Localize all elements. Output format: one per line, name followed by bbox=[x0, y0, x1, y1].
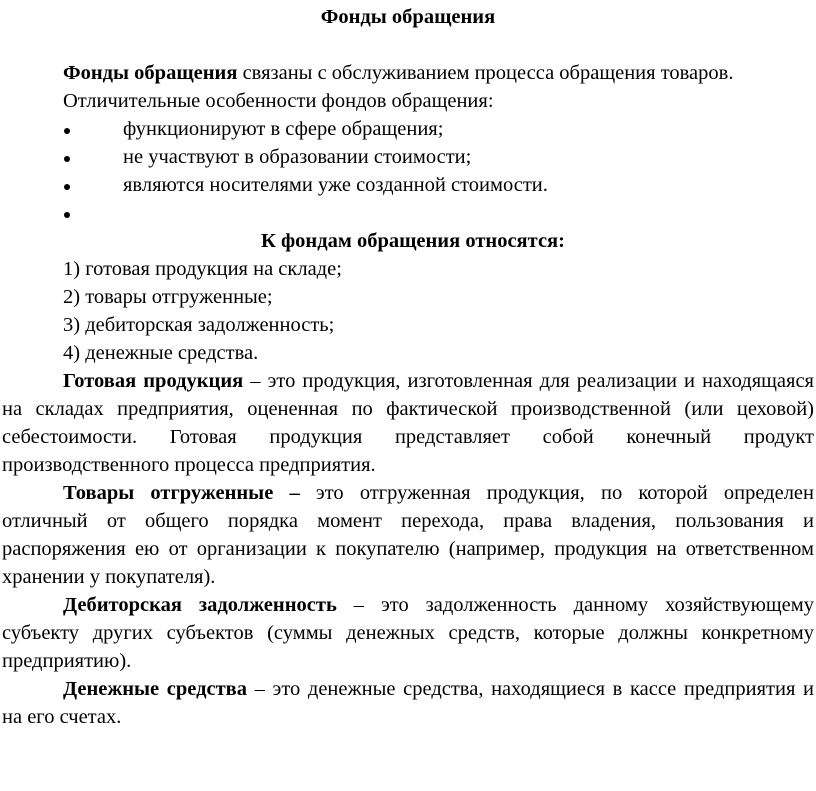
definition-term: Дебиторская задолженность bbox=[63, 594, 337, 616]
list-item bbox=[2, 115, 814, 143]
feature-text: не участвуют в образовании стоимости; bbox=[123, 146, 472, 168]
definition-term: Готовая продукция bbox=[63, 370, 244, 392]
definition-text: – это продукция, изготовленная для реализации и находящаяся на складах предприятия, оцененная по фактической производственной (или цеховой) себестоимости. Готовая продукция представляет собой конечный продукт производственного процесса предприятия. bbox=[2, 370, 814, 476]
feature-text: являются носителями уже созданной стоимости. bbox=[123, 174, 548, 196]
document-title: Фонды обращения bbox=[320, 6, 496, 28]
definition-term: Товары отгруженные – bbox=[63, 482, 300, 504]
document-page bbox=[0, 3, 816, 791]
features-heading: Отличительные особенности фондов обращения: bbox=[63, 90, 494, 112]
list-item bbox=[2, 143, 814, 171]
intro-text: связаны с обслуживанием процесса обращения товаров. bbox=[237, 62, 734, 84]
list-item bbox=[2, 199, 814, 227]
features-list bbox=[2, 115, 814, 227]
intro-paragraph bbox=[2, 59, 814, 87]
bullet-icon bbox=[64, 128, 70, 134]
definition-paragraph bbox=[2, 479, 814, 591]
section-heading: К фондам обращения относятся: bbox=[261, 230, 565, 252]
feature-text: функционируют в сфере обращения; bbox=[123, 118, 444, 140]
definition-term: Денежные средства bbox=[63, 678, 247, 700]
numbered-item: 4) денежные средства. bbox=[63, 342, 259, 364]
list-item bbox=[2, 171, 814, 199]
definition-paragraph bbox=[2, 675, 814, 731]
definition-text: это отгруженная продукция, по которой определен отличный от общего порядка момент перехода, права владения, пользования и распоряжения ею от организации к покупателю (например, продукция на ответственном хранении у покупателя). bbox=[2, 482, 815, 588]
bullet-icon bbox=[64, 156, 70, 162]
definition-paragraph bbox=[2, 591, 814, 675]
numbered-item: 3) дебиторская задолженность; bbox=[63, 314, 335, 336]
bullet-icon bbox=[64, 212, 70, 218]
numbered-item: 2) товары отгруженные; bbox=[63, 286, 273, 308]
definition-text: – это задолженность данному хозяйствующему субъекту других субъектов (суммы денежных средств, которые должны конкретному предприятию). bbox=[2, 594, 815, 672]
numbered-item: 1) готовая продукция на складе; bbox=[63, 258, 342, 280]
intro-term: Фонды обращения bbox=[63, 62, 238, 84]
bullet-icon bbox=[64, 184, 70, 190]
definition-text: – это денежные средства, находящиеся в кассе предприятия и на его счетах. bbox=[2, 678, 814, 728]
blank-line bbox=[2, 31, 814, 59]
definition-paragraph bbox=[2, 367, 814, 479]
